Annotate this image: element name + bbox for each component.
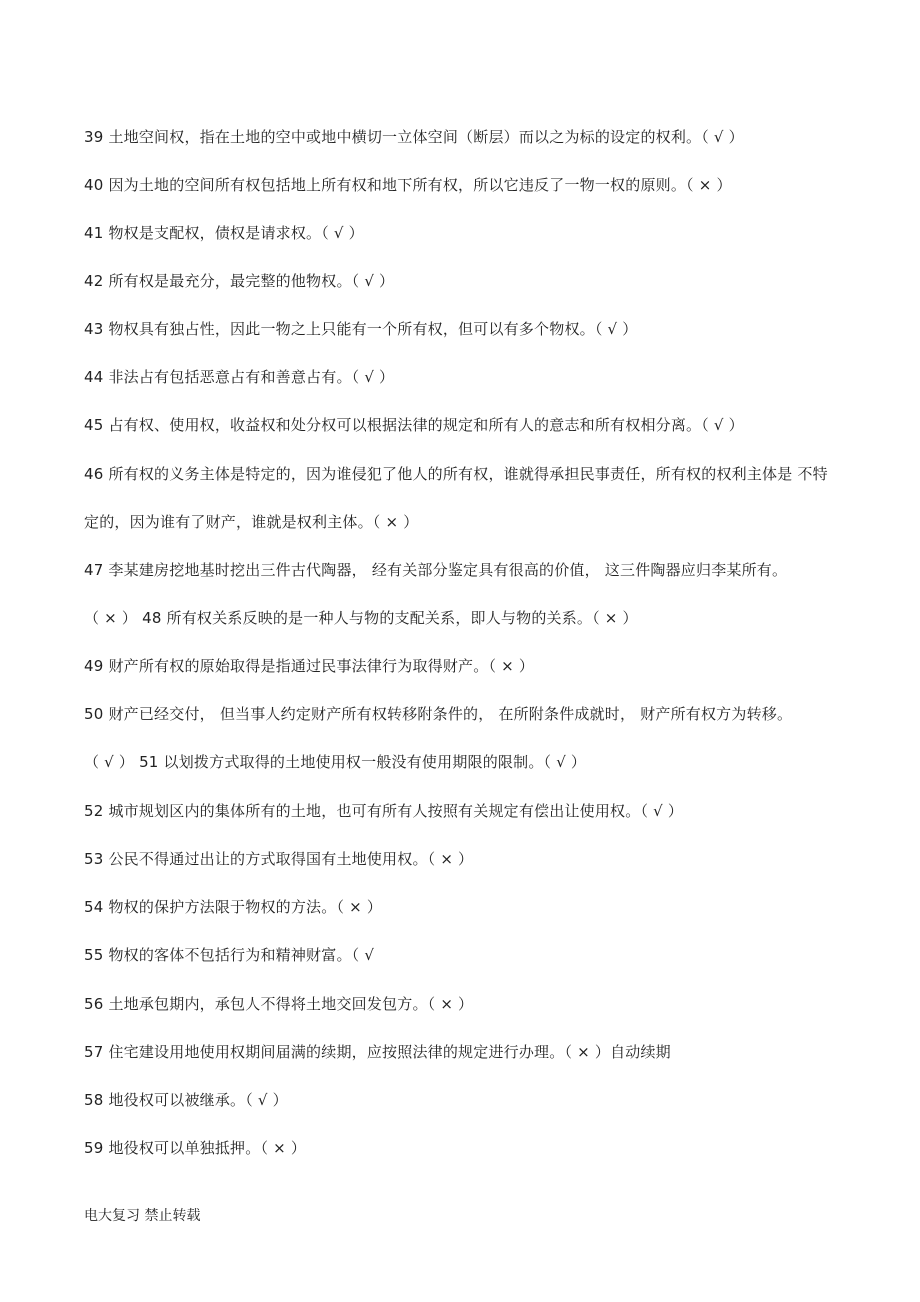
question-line-54: 54 物权的保护方法限于物权的方法。（ × ） [84,898,383,916]
question-line-42: 42 所有权是最充分，最完整的他物权。（ √ ） [84,272,395,290]
question-line-41: 41 物权是支配权，债权是请求权。（ √ ） [84,224,364,242]
question-line-46: 46 所有权的义务主体是特定的，因为谁侵犯了他人的所有权，谁就得承担民事责任，所有权的权利主体是 不特 [84,465,828,483]
question-line-49: 49 财产所有权的原始取得是指通过民事法律行为取得财产。（ × ） [84,657,535,675]
question-line-50: 50 财产已经交付， 但当事人约定财产所有权转移附条件的， 在所附条件成就时， 财产所有权方为转移。 [84,705,793,723]
question-line-46-cont: 定的，因为谁有了财产，谁就是权利主体。（ × ） [84,513,419,531]
page-footer: 电大复习 禁止转载 [84,1208,201,1224]
question-line-59: 59 地役权可以单独抵押。（ × ） [84,1139,307,1157]
question-line-47: 47 李某建房挖地基时挖出三件古代陶器， 经有关部分鉴定具有很高的价值， 这三件陶器应归李某所有。 [84,561,788,579]
question-line-52: 52 城市规划区内的集体所有的土地，也可有所有人按照有关规定有偿出让使用权。（ √ ） [84,802,684,820]
question-line-39: 39 土地空间权，指在土地的空中或地中横切一立体空间（断层）而以之为标的设定的权利。（ √ ） [84,128,744,146]
question-line-53: 53 公民不得通过出让的方式取得国有土地使用权。（ × ） [84,850,474,868]
question-line-56: 56 土地承包期内，承包人不得将土地交回发包方。（ × ） [84,995,474,1013]
question-line-45: 45 占有权、使用权，收益权和处分权可以根据法律的规定和所有人的意志和所有权相分离。（ √ ） [84,416,744,434]
question-line-43: 43 物权具有独占性，因此一物之上只能有一个所有权，但可以有多个物权。（ √ ） [84,320,638,338]
question-line-58: 58 地役权可以被继承。（ √ ） [84,1091,288,1109]
question-line-50-51: （ √ ） 51 以划拨方式取得的土地使用权一般没有使用期限的限制。（ √ ） [84,753,587,771]
question-line-44: 44 非法占有包括恶意占有和善意占有。（ √ ） [84,368,395,386]
question-line-57: 57 住宅建设用地使用权期间届满的续期，应按照法律的规定进行办理。（ × ）自动续期 [84,1043,671,1061]
question-line-40: 40 因为土地的空间所有权包括地上所有权和地下所有权，所以它违反了一物一权的原则。（ × ） [84,176,732,194]
question-line-47-48: （ × ） 48 所有权关系反映的是一种人与物的支配关系，即人与物的关系。（ × ） [84,609,638,627]
question-line-55: 55 物权的客体不包括行为和精神财富。（ √ [84,946,375,964]
